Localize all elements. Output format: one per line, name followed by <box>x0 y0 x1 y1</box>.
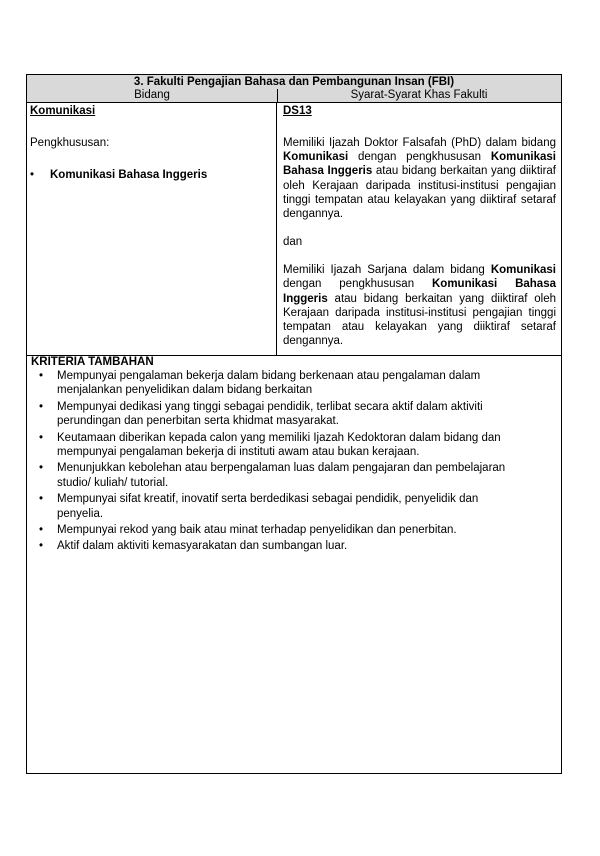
requirements-table <box>26 74 562 774</box>
bullet-icon: • <box>38 400 43 413</box>
additional-criteria <box>27 356 561 556</box>
list-item <box>31 369 557 398</box>
table-header-row <box>27 89 561 103</box>
field-column <box>27 103 277 355</box>
requirement-code: DS13 <box>283 105 312 117</box>
list-item <box>31 539 557 553</box>
text-run: atau bidang berkaitan yang diiktiraf oleh Kerajaan daripada institusi-institusi pengajian tinggi tempatan atau kelayakan yang diiktiraf setaraf dengannya. <box>283 292 556 348</box>
list-item <box>31 492 557 521</box>
criteria-text: Mempunyai rekod yang baik atau minat terhadap penyelidikan dan penerbitan. <box>57 524 457 537</box>
criteria-text: Aktif dalam aktiviti kemasyarakatan dan sumbangan luar. <box>57 540 348 553</box>
keyword-field: Komunikasi <box>490 264 556 277</box>
bullet-icon: • <box>38 540 43 553</box>
table-body-row <box>27 103 561 356</box>
connector-text: dan <box>283 236 303 249</box>
faculty-title: 3. Fakulti Pengajian Bahasa dan Pembangunan Insan (FBI) <box>27 75 561 90</box>
keyword-specialization: Komunikasi Bahasa Inggeris <box>283 151 556 178</box>
criteria-text: Mempunyai sifat kreatif, inovatif serta berdedikasi sebagai pendidik, penyelidik dan penyelia. <box>57 493 479 520</box>
bullet-icon: • <box>38 370 43 382</box>
bullet-icon: • <box>38 524 43 537</box>
text-run: Memiliki Ijazah Sarjana dalam bidang <box>283 264 491 277</box>
requirements-column <box>278 103 561 356</box>
specialization-label: Pengkhususan: <box>30 137 110 149</box>
specialization-text: Komunikasi Bahasa Inggeris <box>50 169 208 181</box>
list-item <box>31 523 557 537</box>
criteria-text: Keutamaan diberikan kepada calon yang memiliki Ijazah Kedoktoran dalam bidang dan mempunyai pengalaman bekerja di instituti awam atau bukan kerajaan. <box>57 431 501 459</box>
bullet-icon: • <box>38 431 43 444</box>
list-item <box>31 431 557 460</box>
header-syarat: Syarat-Syarat Khas Fakulti <box>350 89 488 101</box>
field-name: Komunikasi <box>30 105 96 117</box>
criteria-title: KRITERIA TAMBAHAN <box>31 356 154 368</box>
criteria-list <box>31 369 557 554</box>
specialization-item <box>30 168 273 182</box>
text-run: atau bidang berkaitan yang diiktiraf oleh Kerajaan daripada institusi-institusi pengajian tinggi tempatan atau kelayakan yang diiktiraf setaraf dengannya. <box>283 165 556 221</box>
text-run: dengan pengkhususan <box>348 151 491 164</box>
list-item <box>31 400 557 429</box>
text-run: Memiliki Ijazah Doktor Falsafah (PhD) dalam bidang <box>283 137 556 149</box>
text-run: dengan pengkhususan <box>283 278 432 291</box>
requirement-paragraph-phd <box>283 136 556 221</box>
list-item <box>31 461 557 490</box>
criteria-text: Menunjukkan kebolehan atau berpengalaman luas dalam pengajaran dan pembelajaran studio/ kuliah/ tutorial. <box>57 462 506 489</box>
requirement-paragraph-masters <box>283 263 556 348</box>
header-bidang: Bidang <box>27 89 278 102</box>
bullet-icon: • <box>30 169 35 181</box>
criteria-text: Mempunyai dedikasi yang tinggi sebagai pendidik, terlibat secara aktif dalam aktiviti perundingan dan penerbitan serta khidmat masyarakat. <box>57 400 483 428</box>
keyword-field: Komunikasi <box>283 151 349 164</box>
criteria-text: Mempunyai pengalaman bekerja dalam bidang berkenaan atau pengalaman dalam menjalankan penyelidikan dalam bidang berkaitan <box>57 370 481 397</box>
bullet-icon: • <box>38 493 43 506</box>
bullet-icon: • <box>38 462 43 475</box>
keyword-specialization: Komunikasi Bahasa Inggeris <box>283 278 556 305</box>
